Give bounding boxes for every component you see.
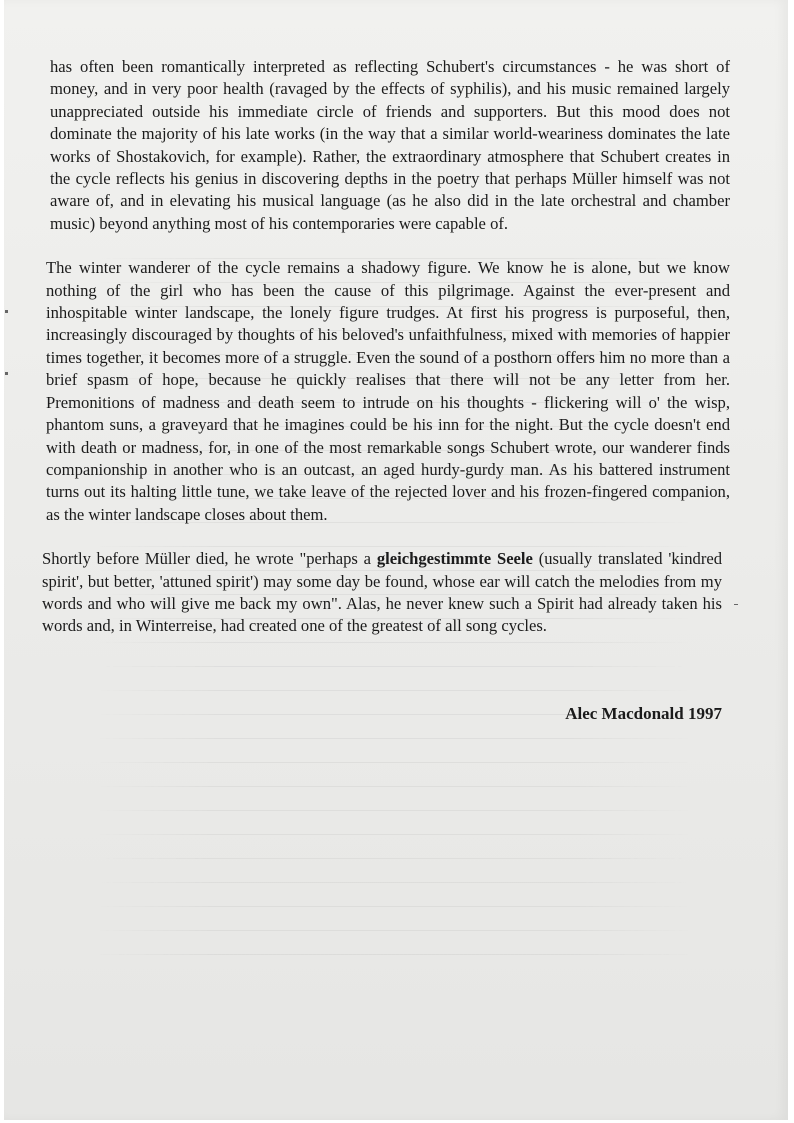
paragraph-3-end: (usually translated 'kindred spirit', but better, 'attuned spirit') may some day be found, whose ear will catch the melodies from my words and who will give me back my own". Alas, he never knew such a Spirit had already taken his words and, in Winterreise, had created one of the greatest of all song cycles. (42, 549, 723, 636)
essay-text (42, 56, 730, 660)
margin-mark (5, 310, 8, 313)
margin-mark (5, 372, 8, 375)
margin-mark (734, 604, 738, 605)
paragraph-2: The winter wanderer of the cycle remains a shadowy figure. We know he is alone, but we know nothing of the girl who has been the cause of this pilgrimage. Against the ever-present and inhospitable winter landscape, the lonely figure trudges. At first his progress is purposeful, then, increasingly discouraged by thoughts of his beloved's unfaithfulness, mixed with memories of happier times together, it becomes more of a struggle. Even the sound of a posthorn offers him no more than a brief spasm of hope, because he quickly realises that there will not be any letter from her. Premonitions of madness and death seem to intrude on his thoughts - flickering will o' the wisp, phantom suns, a graveyard that he imagines could be his inn for the night. But the cycle doesn't end with death or madness, for, in one of the most remarkable songs Schubert wrote, our wanderer finds companionship in another who is an outcast, an aged hurdy-gurdy man. As his battered instrument turns out its halting little tune, we take leave of the rejected lover and his frozen-fingered companion, as the winter landscape closes about them. (46, 258, 730, 524)
paragraph-3-start: Shortly before Müller died, he wrote "perhaps a (42, 549, 377, 569)
paragraph-3 (42, 548, 722, 638)
author-signature: Alec Macdonald 1997 (565, 704, 722, 723)
paragraph-3-bold-term: gleichgestimmte Seele (376, 549, 533, 569)
paragraph-1: has often been romantically interpreted as reflecting Schubert's circumstances - he was short of money, and in very poor health (ravaged by the effects of syphilis), and his music remained largely unappreciated outside his immediate circle of friends and supporters. But this mood does not dominate the majority of his late works (in the way that a similar world-weariness dominates the late works of Shostakovich, for example). Rather, the extraordinary atmosphere that Schubert creates in the cycle reflects his genius in discovering depths in the poetry that perhaps Müller himself was not aware of, and in elevating his musical language (as he also did in the late orchestral and chamber music) beyond anything most of his contemporaries were capable of. (50, 57, 730, 233)
